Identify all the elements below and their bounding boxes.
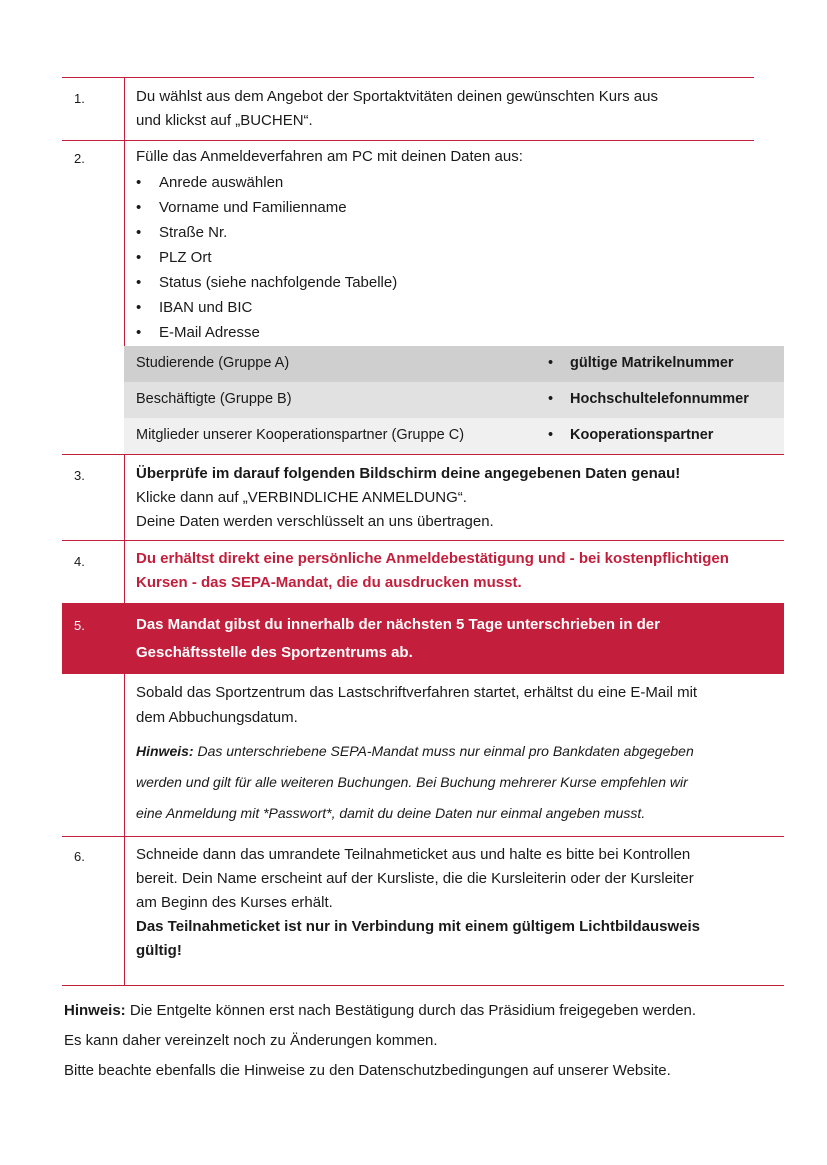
step-4-line-1: Du erhältst direkt eine persönliche Anmeldebestätigung und - bei kostenpflichtigen [136, 550, 729, 567]
hint-line-2: werden und gilt für alle weiteren Buchungen. Bei Buchung mehrerer Kurse empfehlen wir [136, 774, 688, 790]
list-item: • Vorname und Familienname [136, 195, 397, 220]
list-item: • Status (siehe nachfolgende Tabelle) [136, 270, 397, 295]
bullet-icon: • [136, 324, 142, 341]
step-3-line-3: Deine Daten werden verschlüsselt an uns übertragen. [136, 513, 494, 530]
group-requirement: • gültige Matrikelnummer [548, 355, 734, 371]
list-item: • PLZ Ort [136, 245, 397, 270]
group-row-c [124, 418, 784, 454]
rule-top [62, 77, 754, 78]
rule-5 [62, 836, 784, 837]
bullet-icon: • [136, 249, 142, 266]
hint-label: Hinweis: [136, 743, 194, 759]
step-2-list [136, 170, 397, 345]
rule-3 [62, 540, 784, 541]
step-5-line-2: Geschäftsstelle des Sportzentrums ab. [136, 644, 413, 661]
list-item: • E-Mail Adresse [136, 320, 397, 345]
step-6-line-3: am Beginn des Kurses erhält. [136, 894, 333, 911]
group-requirement: • Hochschultelefonnummer [548, 391, 749, 407]
step-5-paragraph-2: dem Abbuchungsdatum. [136, 709, 298, 726]
list-item: • IBAN und BIC [136, 295, 397, 320]
list-item: • Anrede auswählen [136, 170, 397, 195]
step-5-line-1: Das Mandat gibst du innerhalb der nächsten 5 Tage unterschrieben in der [136, 616, 660, 633]
hint-line-3: eine Anmeldung mit *Passwort*, damit du deine Daten nur einmal angeben musst. [136, 805, 646, 821]
step-6-line-2: bereit. Dein Name erscheint auf der Kursliste, die die Kursleiterin oder der Kursleiter [136, 870, 694, 887]
step-1-number: 1. [74, 91, 85, 106]
group-label: Mitglieder unserer Kooperationspartner (Gruppe C) [136, 427, 465, 443]
step-3-text [136, 462, 680, 534]
rule-1 [62, 140, 754, 141]
step-6-emphasis-1: Das Teilnahmeticket ist nur in Verbindung mit einem gültigem Lichtbildausweis [136, 918, 700, 935]
step-3-emphasis: Überprüfe im darauf folgenden Bildschirm deine angegebenen Daten genau! [136, 465, 681, 482]
step-1-line-1: Du wählst aus dem Angebot der Sportaktvitäten deinen gewünschten Kurs aus [136, 88, 658, 105]
step-5-hint [136, 736, 694, 829]
group-row-a [124, 346, 784, 382]
step-5-highlight [62, 603, 784, 674]
bullet-icon: • [136, 274, 142, 291]
rule-bottom [62, 985, 784, 986]
footer-notes [64, 996, 696, 1086]
step-5-number: 5. [74, 618, 85, 633]
step-5-text [136, 611, 660, 667]
bullet-icon: • [136, 224, 142, 241]
step-3-number: 3. [74, 468, 85, 483]
step-5-details [136, 680, 697, 730]
step-2-intro: Fülle das Anmeldeverfahren am PC mit deinen Daten aus: [136, 148, 523, 165]
group-label: Studierende (Gruppe A) [136, 355, 290, 371]
group-label: Beschäftigte (Gruppe B) [136, 391, 292, 407]
step-1-line-2: und klickst auf „BUCHEN“. [136, 112, 313, 129]
hint-line-1: Das unterschriebene SEPA-Mandat muss nur einmal pro Bankdaten abgegeben [197, 743, 694, 759]
group-row-b [124, 382, 784, 418]
footer-line-1: Die Entgelte können erst nach Bestätigung durch das Präsidium freigegeben werden. [129, 1002, 697, 1019]
step-3-line-2: Klicke dann auf „VERBINDLICHE ANMELDUNG“. [136, 489, 467, 506]
rule-2 [62, 454, 784, 455]
list-item: • Straße Nr. [136, 220, 397, 245]
step-4-line-2: Kursen - das SEPA-Mandat, die du ausdrucken musst. [136, 574, 522, 591]
step-4-number: 4. [74, 554, 85, 569]
step-6-number: 6. [74, 849, 85, 864]
bullet-icon: • [548, 355, 554, 371]
group-requirement: • Kooperationspartner [548, 427, 714, 443]
bullet-icon: • [136, 199, 142, 216]
column-divider [124, 77, 125, 985]
step-4-text [136, 547, 729, 595]
step-5-paragraph-1: Sobald das Sportzentrum das Lastschriftverfahren startet, erhältst du eine E-Mail mit [136, 684, 698, 701]
step-6-line-1: Schneide dann das umrandete Teilnahmeticket aus und halte es bitte bei Kontrollen [136, 846, 691, 863]
footer-hint-label: Hinweis: [64, 1002, 126, 1019]
bullet-icon: • [548, 427, 554, 443]
step-1-text [136, 85, 658, 133]
step-6-text [136, 843, 700, 963]
bullet-icon: • [136, 299, 142, 316]
bullet-icon: • [548, 391, 554, 407]
step-2-number: 2. [74, 151, 85, 166]
bullet-icon: • [136, 174, 142, 191]
step-6-emphasis-2: gültig! [136, 942, 182, 959]
footer-line-3: Bitte beachte ebenfalls die Hinweise zu den Datenschutzbedingungen auf unserer Website. [64, 1062, 671, 1079]
footer-line-2: Es kann daher vereinzelt noch zu Änderungen kommen. [64, 1032, 438, 1049]
